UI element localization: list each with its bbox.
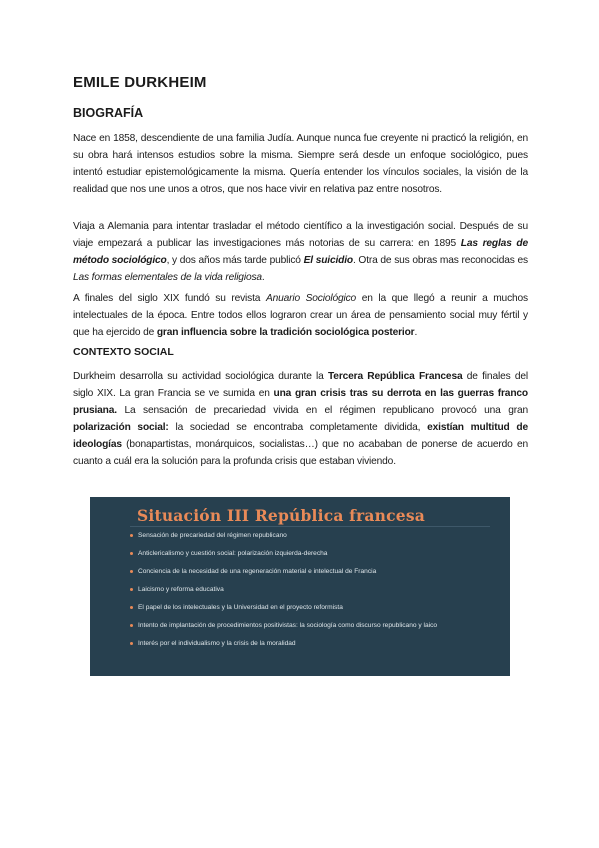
text-run: . Otra de sus obras mas reconocidas es	[352, 255, 528, 266]
slide-image	[90, 497, 510, 676]
slide-bullet: Anticlericalismo y cuestión social: polarización izquierda-derecha	[130, 549, 500, 558]
text-run: de finales del siglo XIX. La gran Francia se ve sumida en	[73, 371, 528, 399]
book-title-formas: Las formas elementales de la vida religiosa	[73, 272, 262, 283]
text-run: .	[414, 327, 418, 338]
slide-bullet: Conciencia de la necesidad de una regeneración material e intelectual de Francia	[130, 567, 500, 576]
slide-bullet: Intento de implantación de procedimientos positivistas: la sociología como discurso republicano y laico	[130, 621, 500, 630]
slide-bullet: Sensación de precariedad del régimen republicano	[130, 531, 500, 540]
text-run: (bonapartistas, monárquicos, socialistas…) que no acababan de ponerse de acuerdo en cuanto a cuál era la solución para la profunda crisis que estaban viviendo.	[73, 439, 528, 467]
slide-divider	[130, 526, 490, 527]
book-title-suicidio: El suicidio	[303, 255, 353, 266]
bold-phrase: gran influencia sobre la tradición sociológica posterior	[156, 327, 415, 338]
slide-bullet: El papel de los intelectuales y la Universidad en el proyecto reformista	[130, 603, 500, 612]
text-run: , y dos años más tarde publicó	[166, 255, 304, 266]
paragraph-anuario	[73, 290, 528, 341]
book-title-reglas: Las reglas de método sociológico	[73, 238, 529, 266]
slide-title: Situación III República francesa	[137, 506, 425, 525]
bold-phrase: Tercera República Francesa	[327, 371, 463, 382]
paragraph-birth: Nace en 1858, descendiente de una familia Judía. Aunque nunca fue creyente ni practicó la religión, en su obra hará intensos estudios sobre la misma. Siempre será desde un enfoque sociológico, pues intentó estudiar epistemológicamente la misma. Quería entender los vínculos sociales, la visión de la realidad que nos une unos a otros, que nos hace vivir en relativa paz entre nosotros.	[73, 133, 528, 195]
text-run: Durkheim desarrolla su actividad sociológica durante la	[73, 371, 328, 382]
text-run: en la que llegó a reunir a muchos intelectuales de la época. Entre todos ellos lograron crear un área de pensamiento social muy fértil y que ha ejercido de	[73, 293, 528, 338]
section-heading-biografia: BIOGRAFÍA	[73, 106, 144, 120]
page-title: EMILE DURKHEIM	[73, 74, 207, 91]
slide-bullet: Laicismo y reforma educativa	[130, 585, 500, 594]
text-run: la sociedad se encontraba completamente dividida,	[168, 422, 428, 433]
section-heading-contexto: CONTEXTO SOCIAL	[73, 346, 174, 358]
bold-phrase: una gran crisis tras su derrota en las guerras franco prusiana.	[73, 388, 528, 416]
text-run: .	[261, 272, 265, 283]
bold-phrase: existían multitud de ideologías	[73, 422, 528, 450]
text-run: Viaja a Alemania para intentar trasladar el método científico a la investigación social. Después de su viaje empezará a publicar las investigaciones más notorias de su carrera: en 1895	[73, 221, 528, 249]
paragraph-germany	[73, 218, 528, 286]
slide-bullet-list	[130, 531, 500, 648]
text-run: La sensación de precariedad vivida en el régimen republicano provocó una gran	[116, 405, 528, 416]
bold-phrase: polarización social:	[73, 422, 169, 433]
text-run: A finales del siglo XIX fundó su revista	[73, 293, 266, 304]
journal-title: Anuario Sociológico	[265, 293, 357, 304]
paragraph-context	[73, 368, 528, 470]
slide-bullet: Interés por el individualismo y la crisis de la moralidad	[130, 639, 500, 648]
